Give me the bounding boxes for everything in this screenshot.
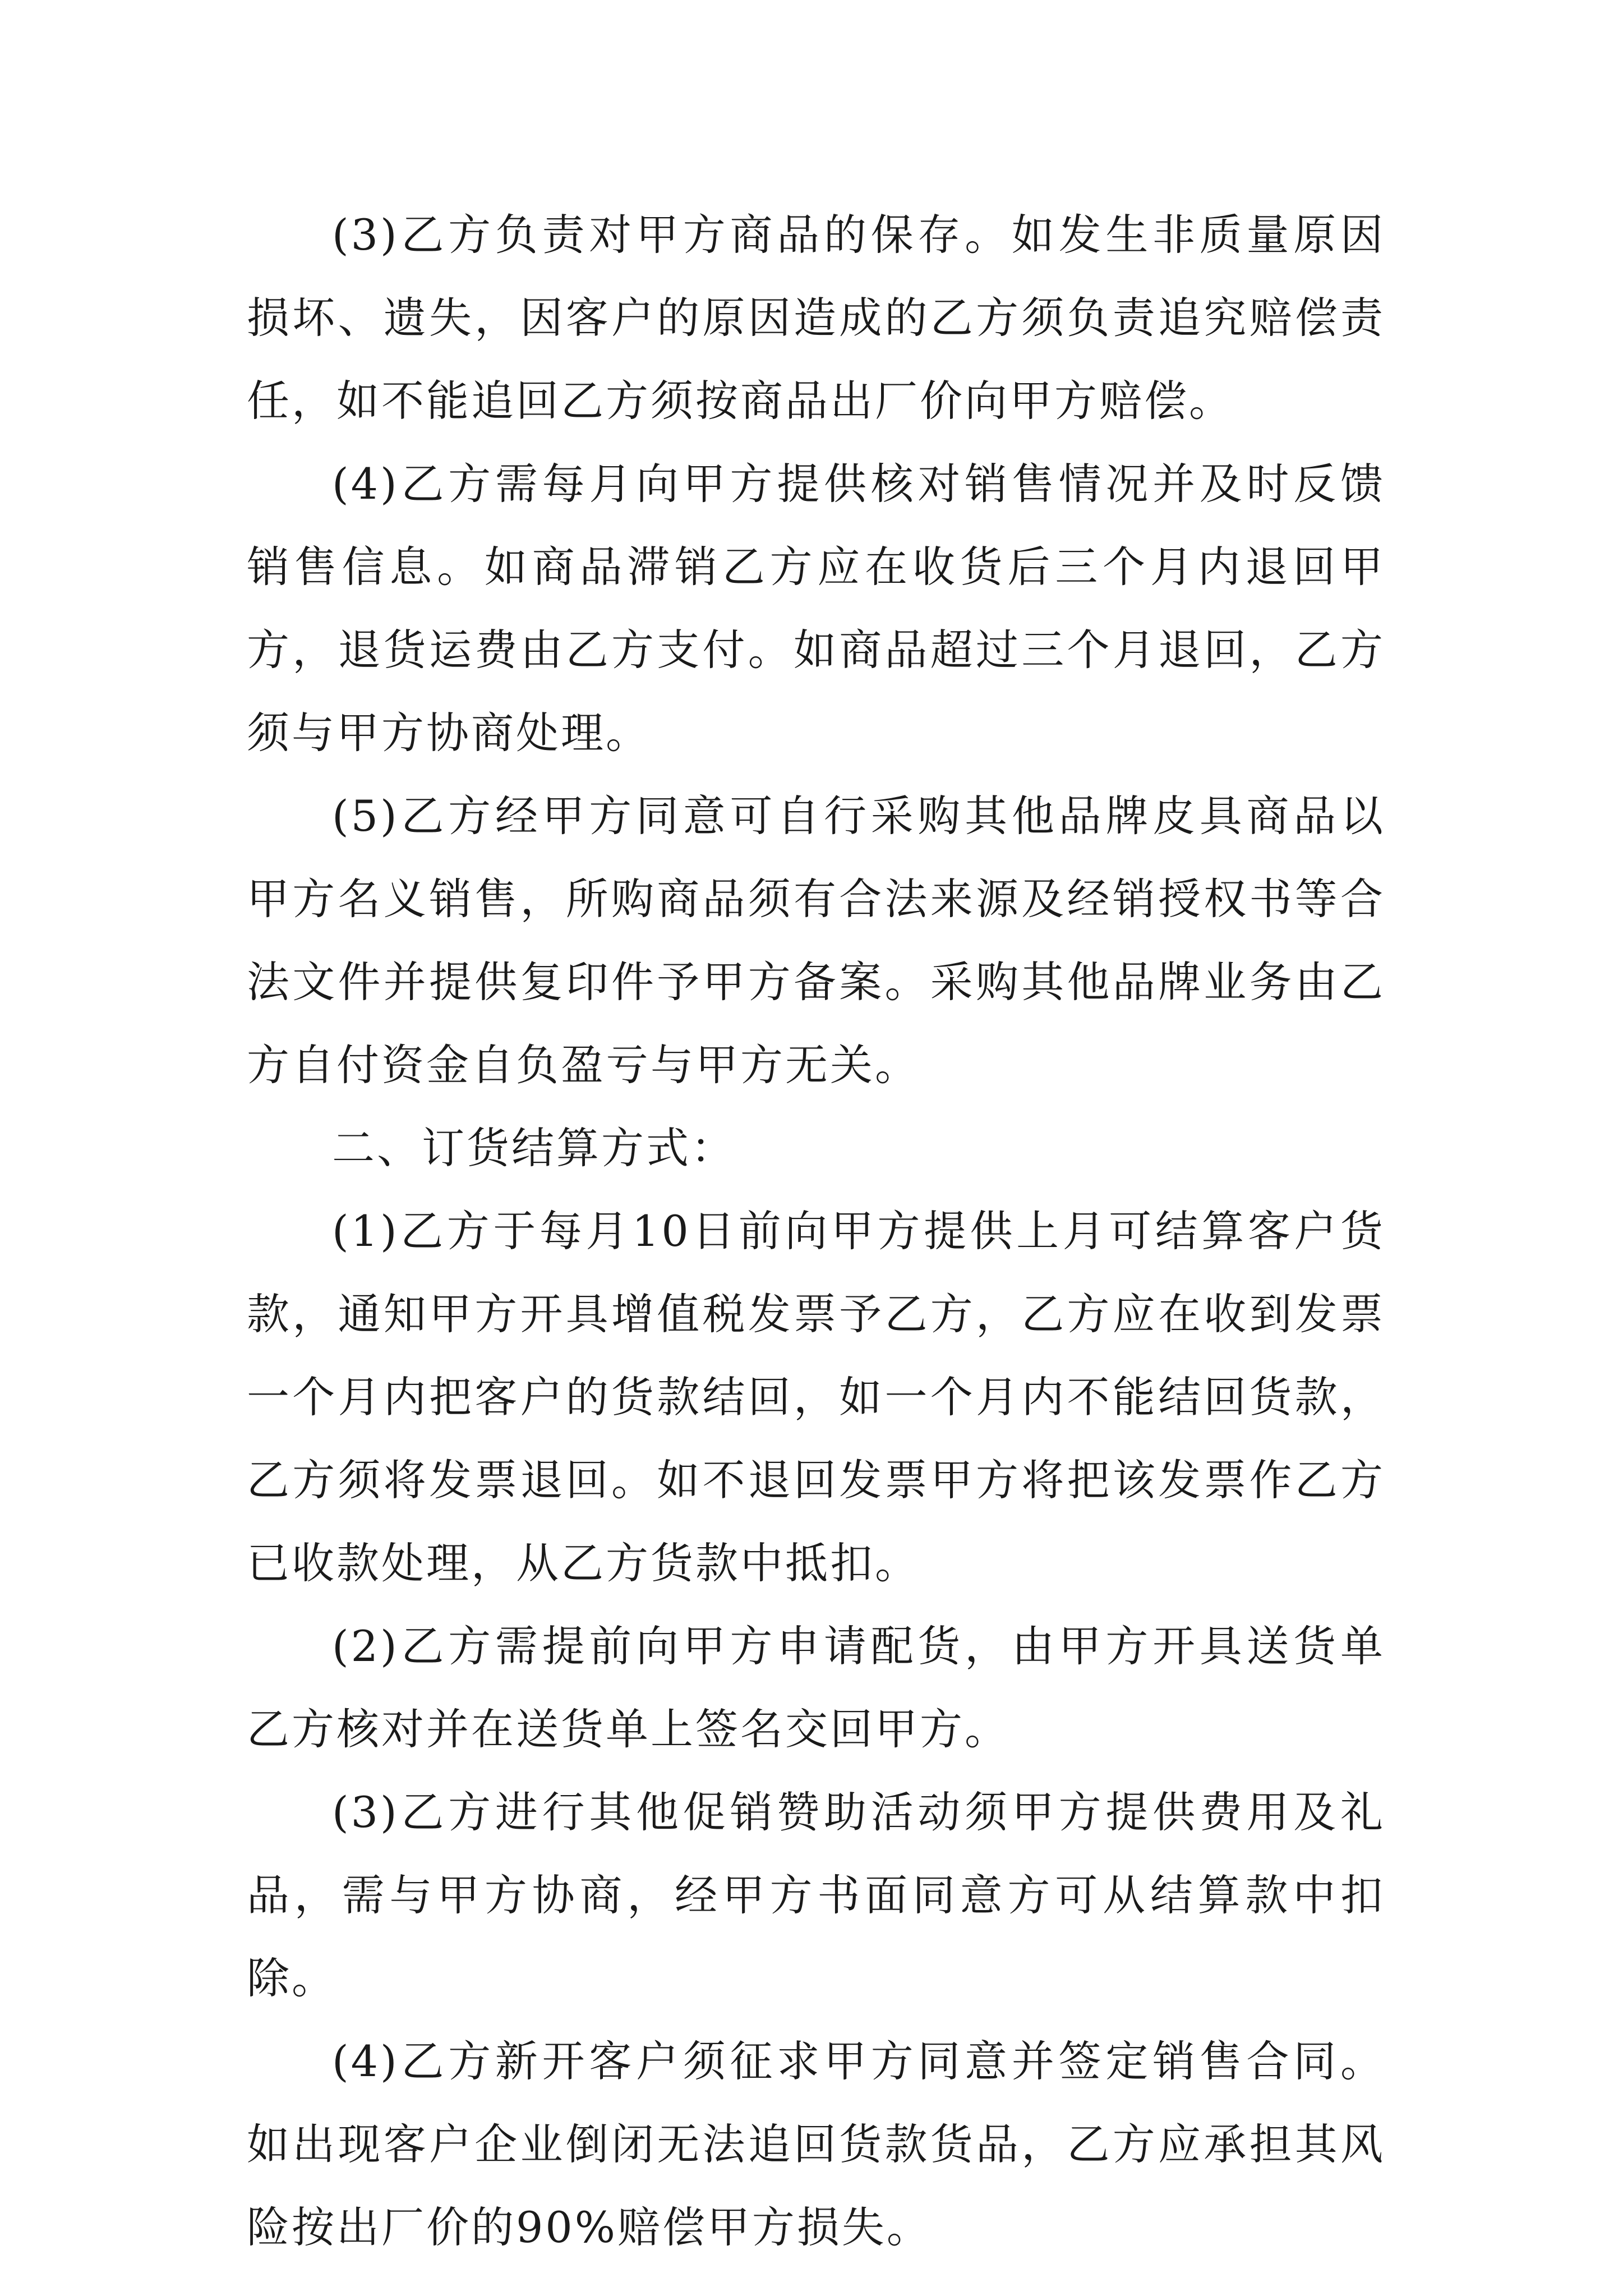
paragraph-settlement-4-new-clients: (4)乙方新开客户须征求甲方同意并签定销售合同。如出现客户企业倒闭无法追回货款货品，乙方应承担其风险按出厂价的90%赔偿甲方损失。	[247, 2036, 1385, 2252]
document-body	[247, 194, 1385, 2269]
paragraph-clause-5-other-brands: (5)乙方经甲方同意可自行采购其他品牌皮具商品以甲方名义销售，所购商品须有合法来源及经销授权书等合法文件并提供复印件予甲方备案。采购其他品牌业务由乙方自付资金自负盈亏与甲方无关。	[247, 791, 1385, 1090]
paragraph-settlement-1-invoice: (1)乙方于每月10日前向甲方提供上月可结算客户货款，通知甲方开具增值税发票予乙方，乙方应在收到发票一个月内把客户的货款结回，如一个月内不能结回货款，乙方须将发票退回。如不退回发票甲方将把该发票作乙方已收款处理，从乙方货款中抵扣。	[247, 1206, 1385, 1588]
paragraph-settlement-2-delivery: (2)乙方需提前向甲方申请配货，由甲方开具送货单乙方核对并在送货单上签名交回甲方。	[247, 1621, 1385, 1754]
paragraph-clause-4-sales-feedback: (4)乙方需每月向甲方提供核对销售情况并及时反馈销售信息。如商品滞销乙方应在收货后三个月内退回甲方，退货运费由乙方支付。如商品超过三个月退回，乙方须与甲方协商处理。	[247, 459, 1385, 758]
paragraph-clause-3-storage: (3)乙方负责对甲方商品的保存。如发生非质量原因损坏、遗失，因客户的原因造成的乙方须负责追究赔偿责任，如不能追回乙方须按商品出厂价向甲方赔偿。	[247, 210, 1385, 426]
paragraph-settlement-3-promotion: (3)乙方进行其他促销赞助活动须甲方提供费用及礼品，需与甲方协商，经甲方书面同意方可从结算款中扣除。	[247, 1787, 1385, 2003]
section-heading-settlement: 二、订货结算方式：	[332, 1123, 736, 1173]
